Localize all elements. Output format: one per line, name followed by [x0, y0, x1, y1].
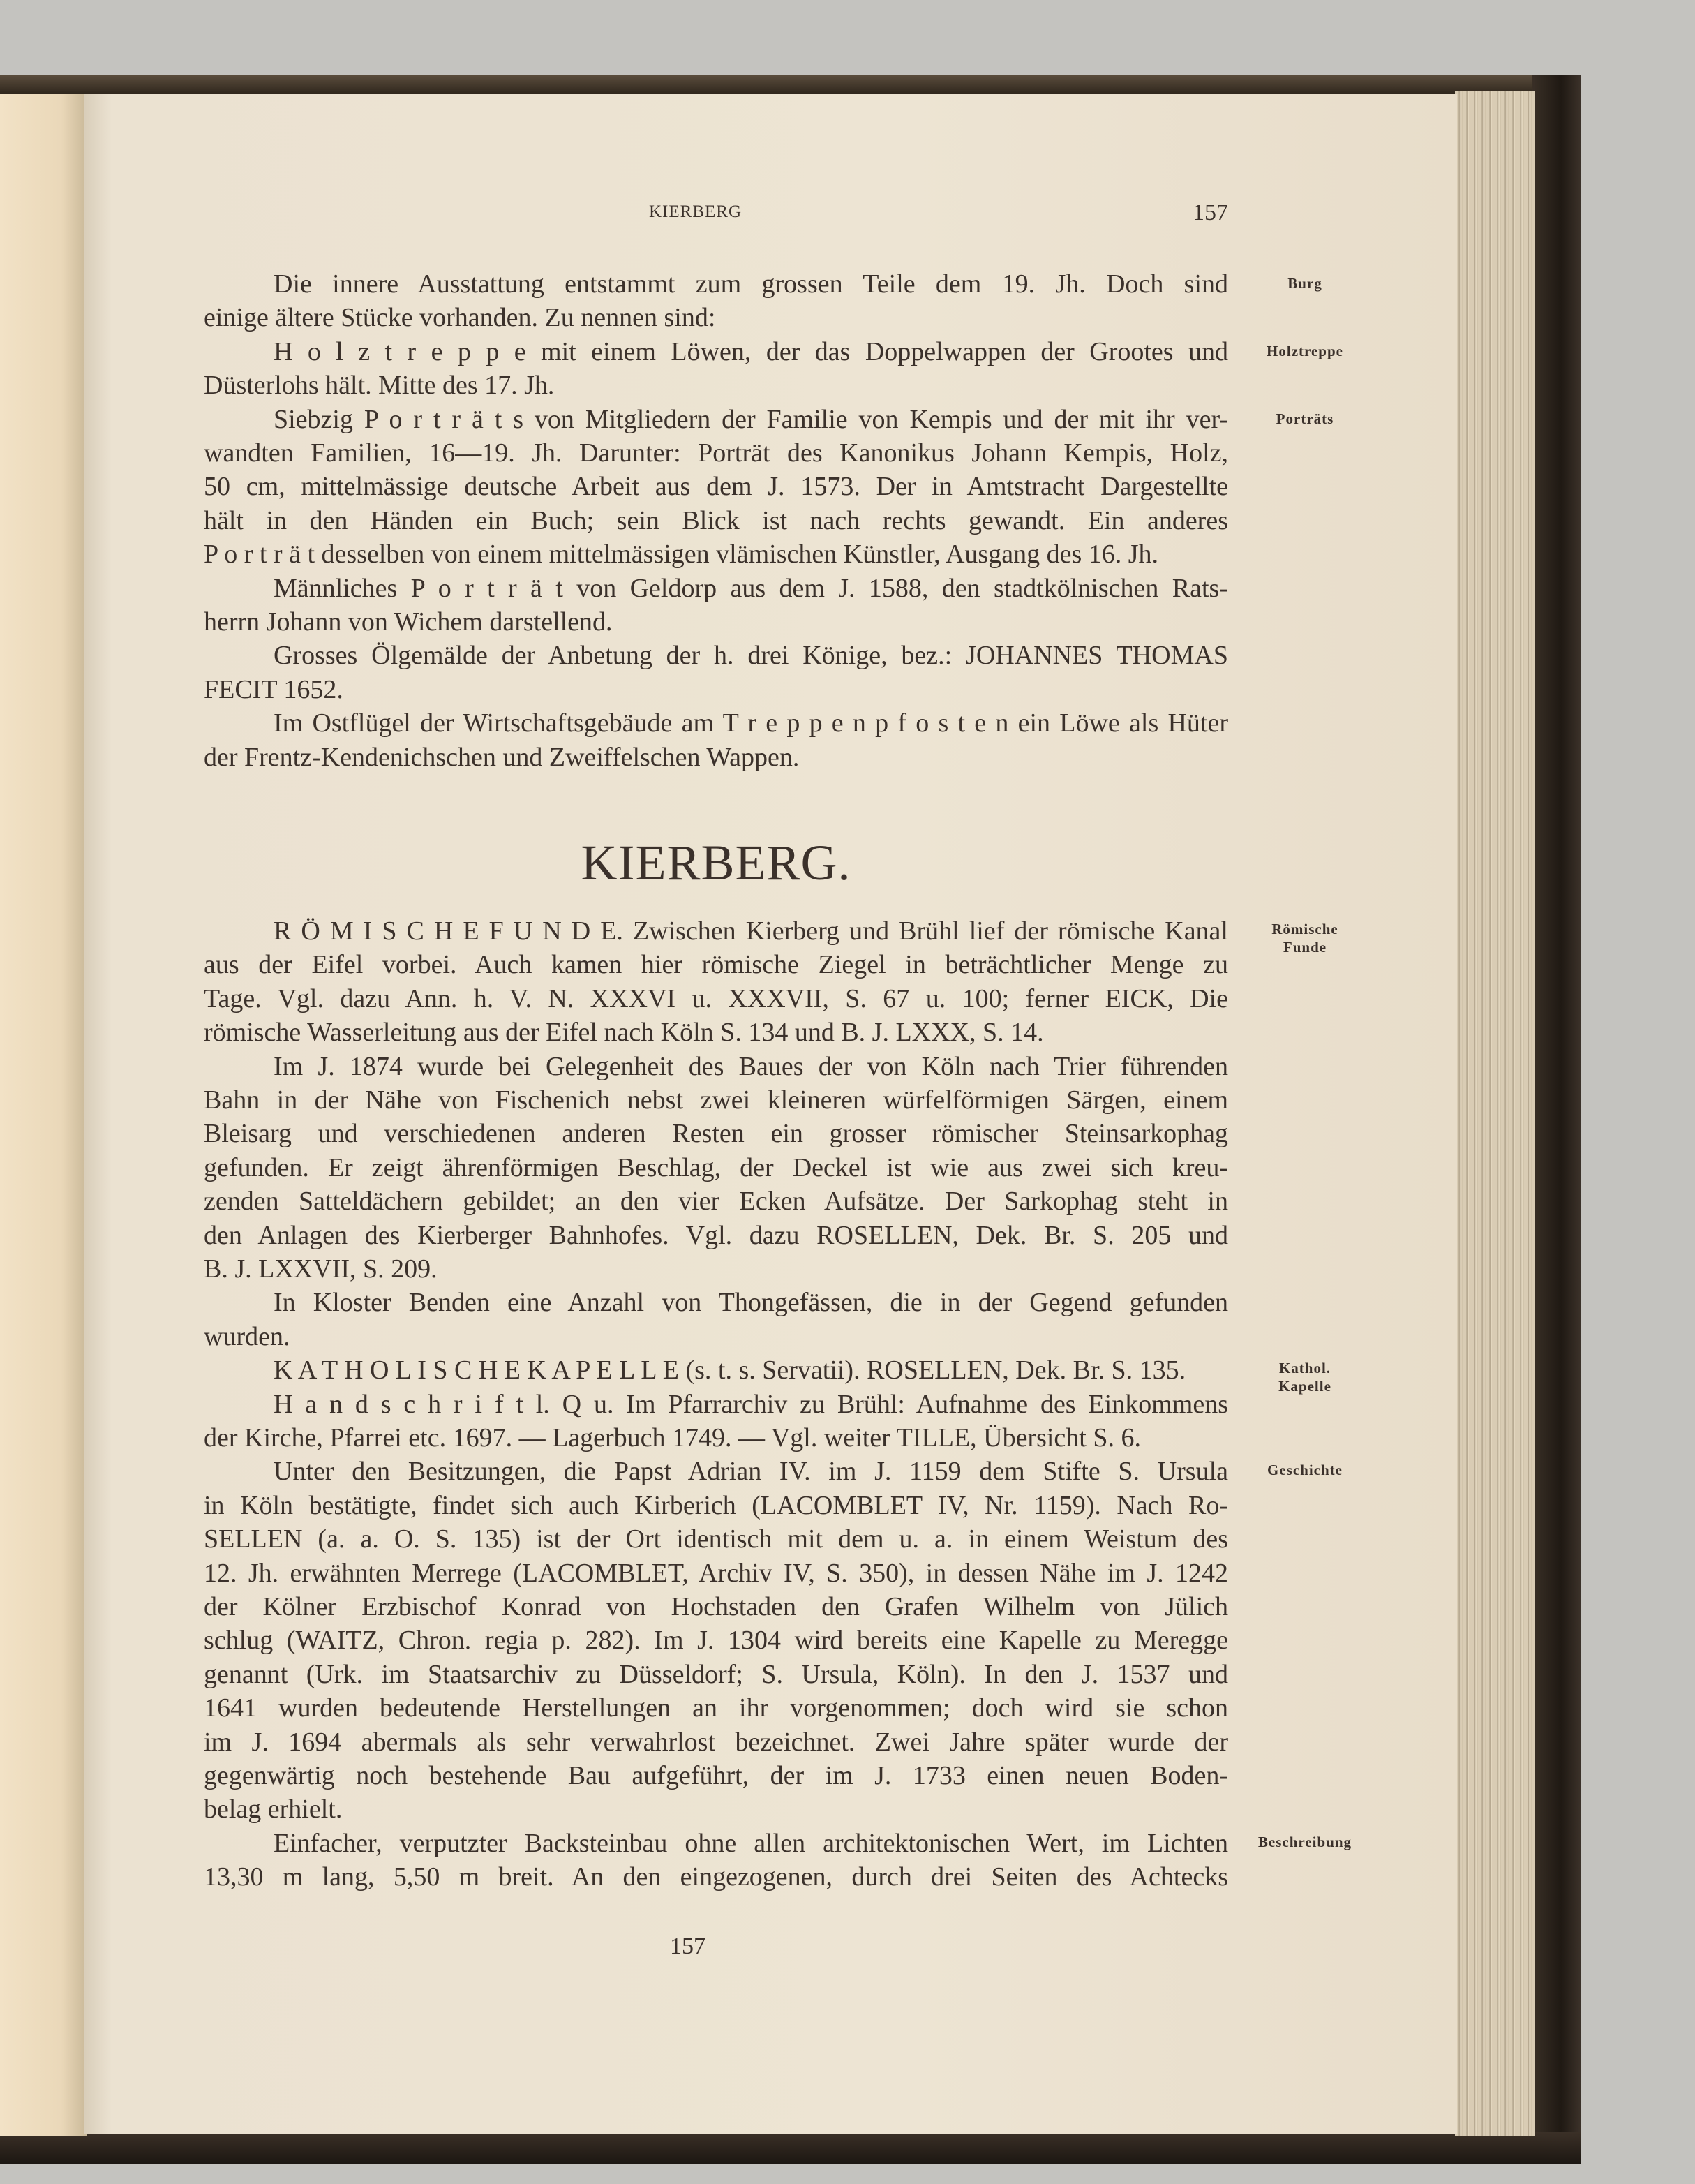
margin-note-burg: Burg	[1287, 275, 1322, 292]
text-line: römische Wasserleitung aus der Eifel nach Köln S. 134 und B. J. LXXX, S. 14.	[204, 1018, 1044, 1048]
margin-note-holztreppe: Holztreppe	[1267, 343, 1343, 359]
text-line: hält in den Händen ein Buch; sein Blick ist nach rechts gewandt. Ein anderes	[204, 505, 1228, 535]
text-line: der Kirche, Pfarrei etc. 1697. — Lagerbuch 1749. — Vgl. weiter TILLE, Übersicht S. 6.	[204, 1423, 1141, 1453]
text-line: Männliches P o r t r ä t von Geldorp aus dem J. 1588, den stadtkölnischen Rats-	[274, 573, 1228, 603]
text-line: Siebzig P o r t r ä t s von Mitgliedern der Familie von Kempis und der mit ihr ver-	[274, 404, 1228, 434]
page-number: 157	[1193, 200, 1228, 225]
text-line: im J. 1694 abermals als sehr verwahrlost bezeichnet. Zwei Jahre später wurde der	[204, 1727, 1228, 1757]
margin-note-beschreibung: Beschreibung	[1257, 1834, 1352, 1850]
book-cover-bottom	[0, 2132, 1581, 2164]
page-edges	[1455, 91, 1535, 2136]
text-line: den Anlagen des Kierberger Bahnhofes. Vgl. dazu ROSELLEN, Dek. Br. S. 205 und	[204, 1220, 1228, 1250]
text-line: einige ältere Stücke vorhanden. Zu nennen sind:	[204, 303, 716, 333]
text-line: belag erhielt.	[204, 1795, 343, 1825]
text-line: H o l z t r e p p e mit einem Löwen, der das Doppelwappen der Grootes und	[274, 336, 1228, 366]
text-line: Im J. 1874 wurde bei Gelegenheit des Baues der von Köln nach Trier führenden	[274, 1051, 1228, 1081]
text-line: gefunden. Er zeigt ährenförmigen Beschlag, der Deckel ist wie aus zwei sich kreu-	[204, 1152, 1228, 1182]
text-line: in Köln bestätigte, findet sich auch Kirberich (LACOMBLET IV, Nr. 1159). Nach Ro-	[204, 1490, 1228, 1520]
text-line: 12. Jh. erwähnten Merrege (LACOMBLET, Archiv IV, S. 350), in dessen Nähe im J. 1242	[204, 1558, 1228, 1588]
text-line: 13,30 m lang, 5,50 m breit. An den eingezogenen, durch drei Seiten des Achtecks	[204, 1862, 1228, 1892]
text-line: wurden.	[204, 1321, 290, 1351]
section-heading: KIERBERG.	[581, 835, 851, 891]
text-line: Grosses Ölgemälde der Anbetung der h. drei Könige, bez.: JOHANNES THOMAS	[274, 641, 1228, 671]
text-line: Bahn in der Nähe von Fischenich nebst zwei kleineren würfelförmigen Särgen, einem	[204, 1085, 1228, 1115]
text-line: FECIT 1652.	[204, 674, 343, 704]
text-line: In Kloster Benden eine Anzahl von Thongefässen, die in der Gegend gefunden	[274, 1288, 1228, 1318]
footer-page-number: 157	[670, 1933, 705, 1959]
text-line: genannt (Urk. im Staatsarchiv zu Düsseldorf; S. Ursula, Köln). In den J. 1537 und	[204, 1659, 1228, 1689]
text-line: schlug (WAITZ, Chron. regia p. 282). Im J. 1304 wird bereits eine Kapelle zu Meregge	[204, 1626, 1228, 1656]
text-line: aus der Eifel vorbei. Auch kamen hier römische Ziegel in beträchtlicher Menge zu	[204, 950, 1228, 980]
book-cover-right	[1532, 75, 1581, 2162]
text-line: Bleisarg und verschiedenen anderen Resten ein grosser römischer Steinsarkophag	[204, 1119, 1228, 1149]
margin-note-line: Funde	[1283, 939, 1327, 956]
left-page	[0, 94, 87, 2136]
margin-note-line: Kapelle	[1278, 1378, 1331, 1395]
text-line: B. J. LXXVII, S. 209.	[204, 1254, 438, 1284]
text-line: P o r t r ä t desselben von einem mittelmässigen vlämischen Künstler, Ausgang des 16. Jh.	[204, 540, 1159, 570]
text-line: Unter den Besitzungen, die Papst Adrian IV. im J. 1159 dem Stifte S. Ursula	[274, 1457, 1228, 1487]
text-line: gegenwärtig noch bestehende Bau aufgeführt, der im J. 1733 einen neuen Boden-	[204, 1761, 1228, 1790]
text-line: wandten Familien, 16—19. Jh. Darunter: Porträt des Kanonikus Johann Kempis, Holz,	[204, 438, 1228, 468]
text-line: Einfacher, verputzter Backsteinbau ohne allen architektonischen Wert, im Lichten	[274, 1828, 1228, 1858]
text-line: der Kölner Erzbischof Konrad von Hochstaden den Grafen Wilhelm von Jülich	[204, 1592, 1228, 1621]
text-line: H a n d s c h r i f t l. Q u. Im Pfarrarchiv zu Brühl: Aufnahme des Einkommens	[274, 1389, 1228, 1419]
text-line: 1641 wurden bedeutende Herstellungen an ihr vorgenommen; doch wird sie schon	[204, 1693, 1228, 1723]
text-line: Im Ostflügel der Wirtschaftsgebäude am T r e p p e n p f o s t e n ein Löwe als Hüter	[274, 708, 1228, 738]
margin-note-kathol-kapelle	[1235, 1359, 1375, 1395]
margin-note-roemische-funde	[1235, 920, 1375, 956]
text-line: herrn Johann von Wichem darstellend.	[204, 607, 613, 637]
text-line: SELLEN (a. a. O. S. 135) ist der Ort identisch mit dem u. a. in einem Weistum des	[204, 1524, 1228, 1554]
text-line: K A T H O L I S C H E K A P E L L E (s. t. s. Servatii). ROSELLEN, Dek. Br. S. 135.	[274, 1355, 1186, 1386]
text-line: zenden Satteldächern gebildet; an den vier Ecken Aufsätze. Der Sarkophag steht in	[204, 1187, 1228, 1217]
text-line: Düsterlohs hält. Mitte des 17. Jh.	[204, 371, 555, 401]
book-cover-top	[0, 75, 1581, 96]
text-line: Die innere Ausstattung entstammt zum grossen Teile dem 19. Jh. Doch sind	[274, 269, 1228, 299]
text-line: 50 cm, mittelmässige deutsche Arbeit aus dem J. 1573. Der in Amtstracht Dargestellte	[204, 472, 1228, 502]
margin-note-line: Kathol.	[1278, 1360, 1331, 1376]
margin-note-geschichte: Geschichte	[1267, 1462, 1343, 1478]
text-line: der Frentz-Kendenichschen und Zweiffelschen Wappen.	[204, 742, 800, 772]
text-line: R Ö M I S C H E F U N D E. Zwischen Kierberg und Brühl lief der römische Kanal	[274, 916, 1228, 946]
margin-note-portraets: Porträts	[1276, 410, 1334, 427]
margin-note-line: Römische	[1271, 921, 1338, 937]
text-line: Tage. Vgl. dazu Ann. h. V. N. XXXVI u. XXXVII, S. 67 u. 100; ferner EICK, Die	[204, 983, 1228, 1013]
running-head: KIERBERG	[649, 202, 742, 221]
